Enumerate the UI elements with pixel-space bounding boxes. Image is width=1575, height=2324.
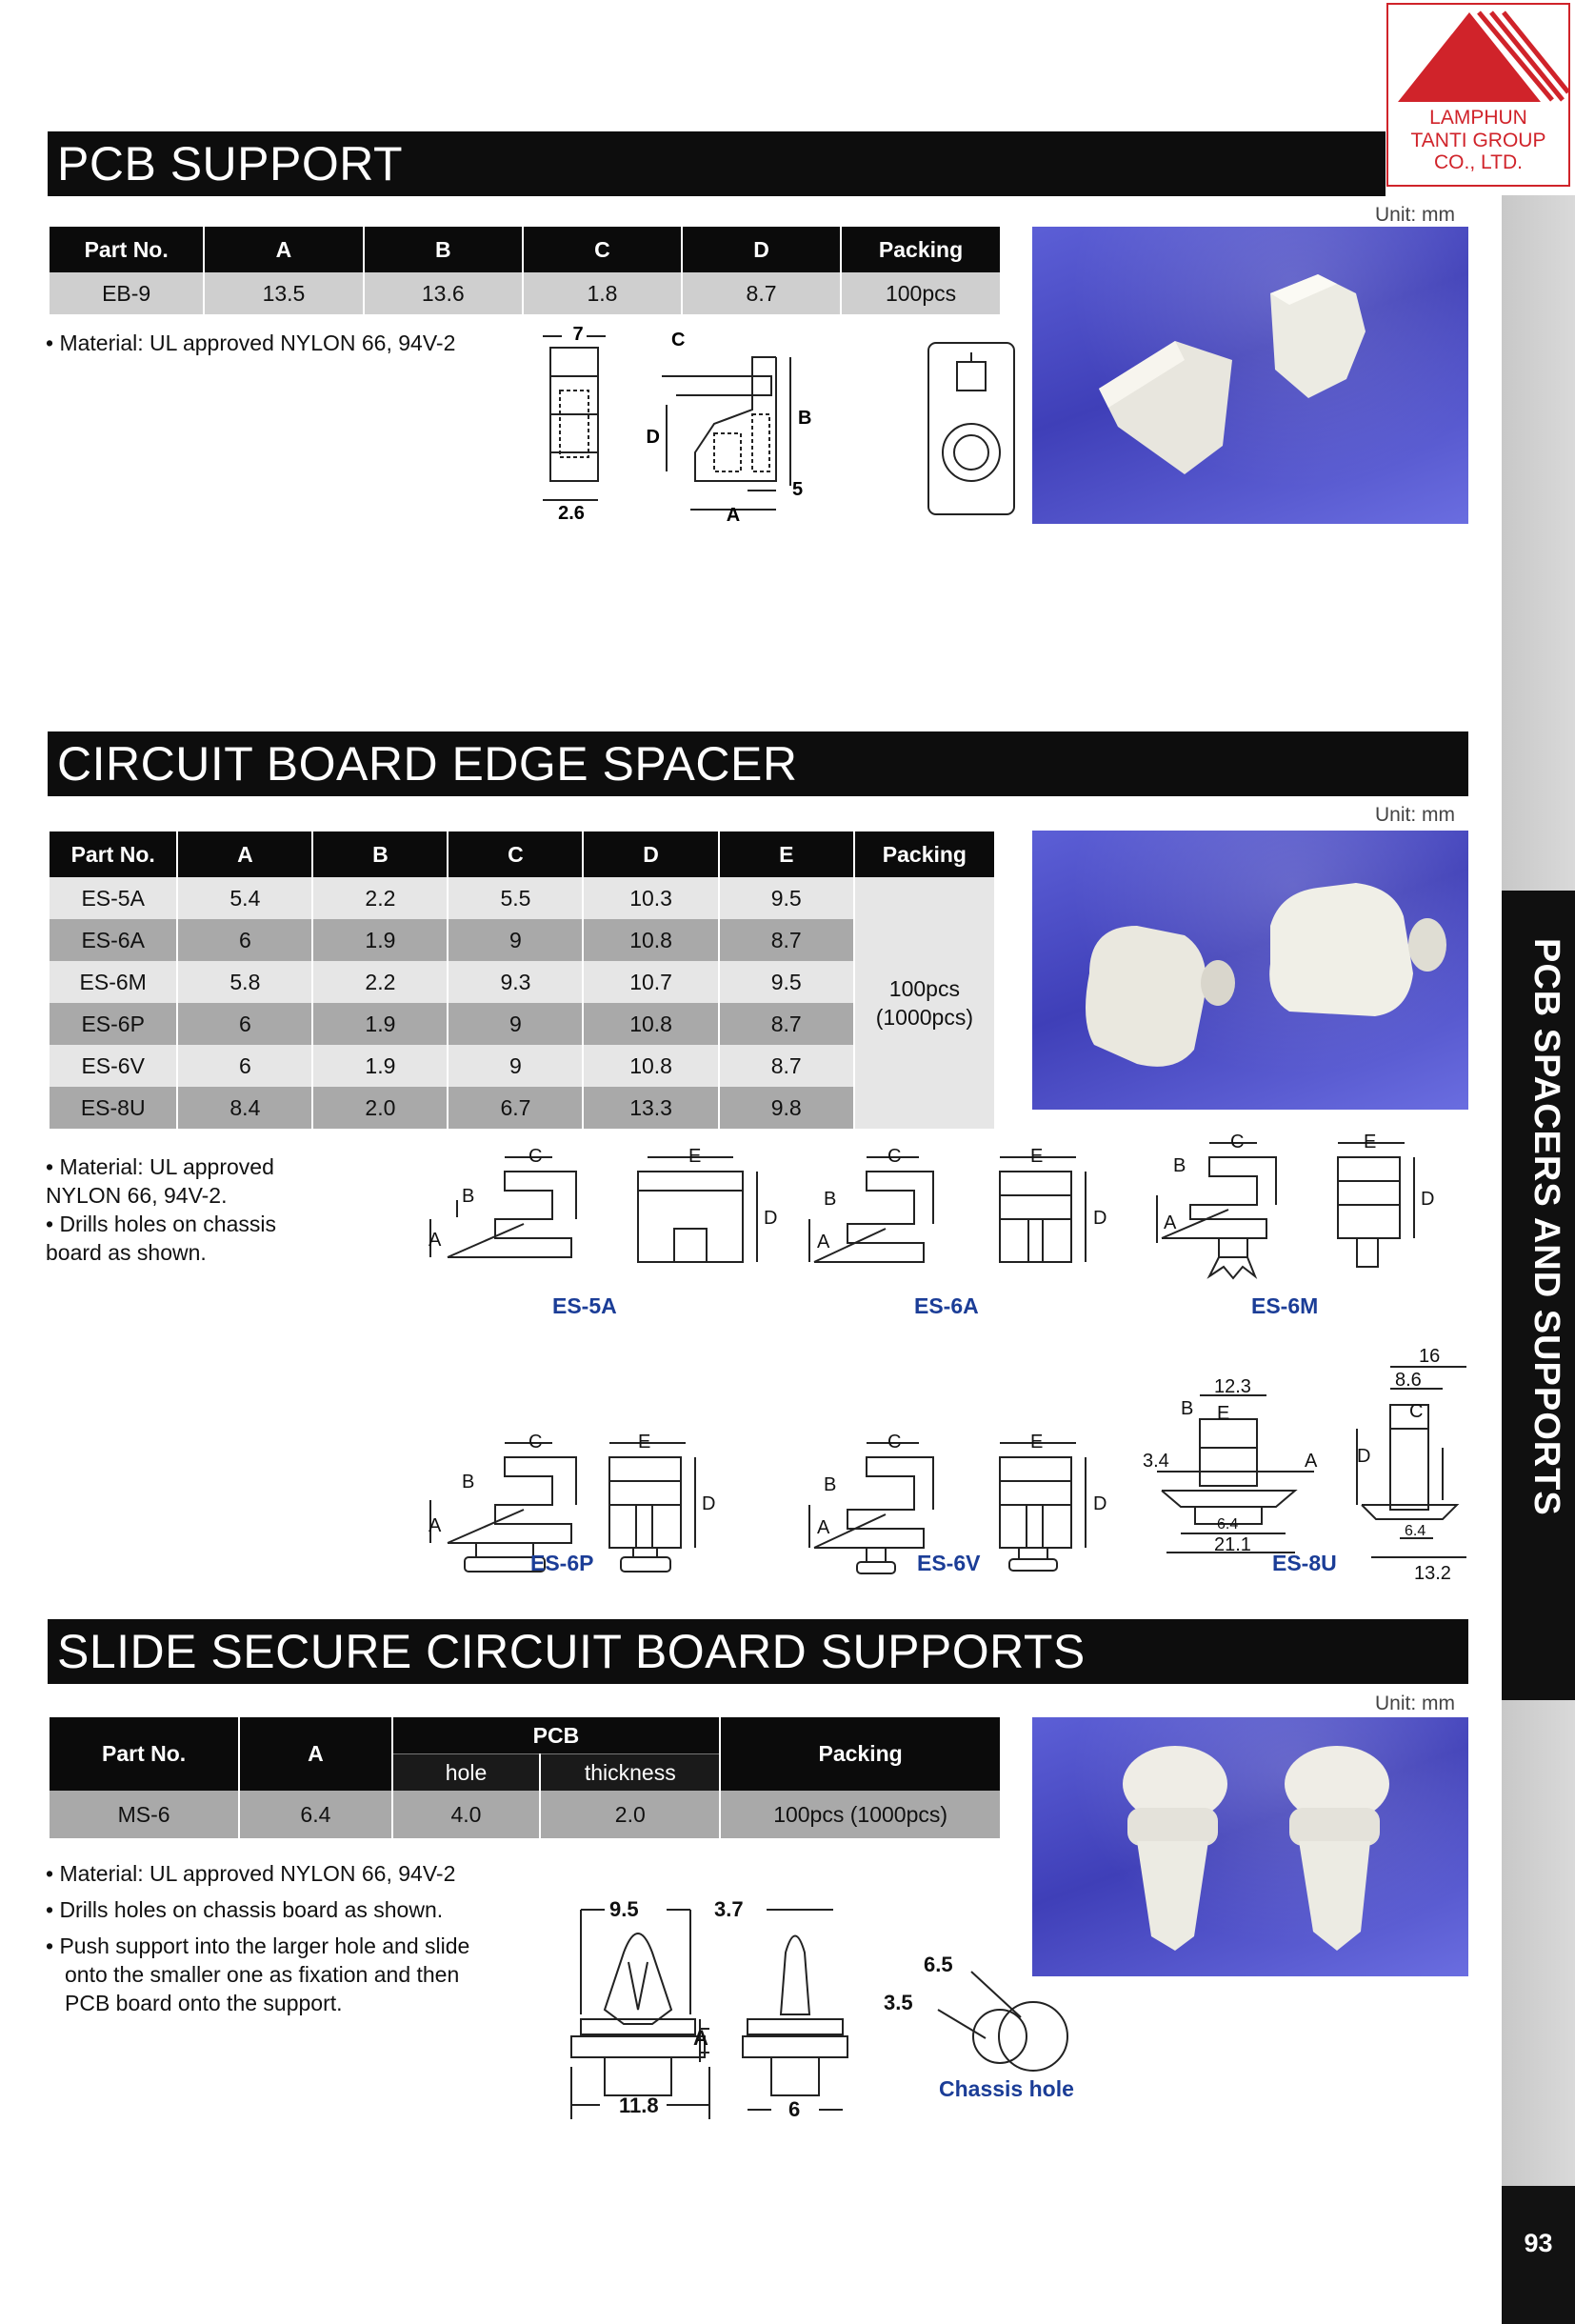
table-cell: ES-5A <box>50 877 177 919</box>
dim-label: A <box>817 1232 830 1252</box>
table-cell: 1.9 <box>312 919 448 961</box>
header-cell: A <box>177 831 312 877</box>
table-cell: ES-6P <box>50 1003 177 1045</box>
dim-label: 6.4 <box>1405 1523 1426 1539</box>
dim-label: E <box>638 1432 651 1452</box>
dim-label: E <box>1030 1146 1044 1167</box>
dim-label: C <box>528 1146 543 1167</box>
table-row <box>50 1045 994 1087</box>
packing-cell <box>854 877 994 1129</box>
table-cell: ES-6M <box>50 961 177 1003</box>
unit-label: Unit: mm <box>1375 804 1455 826</box>
dim-label: A <box>726 505 741 524</box>
table-row <box>50 272 1000 314</box>
table-cell: 8.7 <box>682 272 841 314</box>
section-header-slide-support <box>48 1619 1468 1684</box>
dim-label: 6.4 <box>1217 1516 1239 1533</box>
logo-triangle-icon <box>1388 5 1568 105</box>
dim-label: C <box>528 1432 543 1452</box>
header-cell: A <box>239 1717 391 1791</box>
dim-label: 12.3 <box>1214 1376 1251 1397</box>
dim-label: A <box>429 1230 442 1251</box>
table-cell: 4.0 <box>392 1791 541 1838</box>
header-cell: PCB <box>392 1717 721 1754</box>
drawing-caption: ES-6V <box>917 1551 981 1575</box>
table-cell: 5.4 <box>177 877 312 919</box>
note-line: board as shown. <box>46 1240 207 1265</box>
section-header-edge-spacer <box>48 731 1468 796</box>
dim-label: A <box>1164 1212 1177 1233</box>
pcb-support-drawing <box>533 319 1019 524</box>
dim-label: E <box>1217 1403 1230 1424</box>
note-line: • Drills holes on chassis board as shown. <box>46 1897 444 1922</box>
table-header-row <box>50 1717 1000 1754</box>
table-cell: 10.3 <box>583 877 718 919</box>
section-title: CIRCUIT BOARD EDGE SPACER <box>57 737 798 791</box>
drawing-caption: ES-6A <box>914 1293 979 1318</box>
table-cell: 9.8 <box>719 1087 854 1129</box>
table-cell: 13.3 <box>583 1087 718 1129</box>
table-row <box>50 919 994 961</box>
note-line: • Material: UL approved <box>46 1154 274 1179</box>
table-cell: 1.8 <box>523 272 682 314</box>
dim-label: 3.7 <box>714 1897 744 1921</box>
table-cell: 1.9 <box>312 1003 448 1045</box>
table-cell: 5.5 <box>448 877 583 919</box>
table-cell: 2.2 <box>312 877 448 919</box>
note-line: PCB board onto the support. <box>65 1991 343 2015</box>
packing-line-2: (1000pcs) <box>875 1005 974 1030</box>
table-cell: 13.6 <box>364 272 523 314</box>
dim-label: D <box>764 1208 778 1229</box>
page-number: 93 <box>1524 2229 1553 2257</box>
logo-line-3: CO., LTD. <box>1434 151 1523 173</box>
dim-label: E <box>688 1146 702 1167</box>
slide-support-photo <box>1032 1717 1468 1976</box>
dim-label: B <box>798 408 812 429</box>
part-photo-icon <box>1032 227 1468 524</box>
dim-label: 3.4 <box>1143 1451 1169 1472</box>
note-line: • Material: UL approved NYLON 66, 94V-2 <box>46 1861 456 1886</box>
header-cell: Packing <box>841 227 1000 272</box>
table-cell: 9.5 <box>719 877 854 919</box>
table-cell: 9 <box>448 1003 583 1045</box>
dim-label: 6 <box>788 2097 801 2121</box>
dim-label: D <box>1421 1189 1435 1210</box>
table-cell: 6 <box>177 1045 312 1087</box>
table-cell: 9.5 <box>719 961 854 1003</box>
table-cell: 2.2 <box>312 961 448 1003</box>
table-row <box>50 1791 1000 1838</box>
table-cell: 10.7 <box>583 961 718 1003</box>
table-header-row <box>50 227 1000 272</box>
table-row <box>50 1003 994 1045</box>
table-cell: 10.8 <box>583 1045 718 1087</box>
slide-support-notes <box>46 1859 469 2017</box>
dim-label: B <box>462 1186 475 1207</box>
dim-label: D <box>1093 1493 1107 1514</box>
section-title: PCB SUPPORT <box>57 137 403 190</box>
table-cell: 6 <box>177 919 312 961</box>
dim-label: D <box>702 1493 716 1514</box>
dim-label: 9.5 <box>609 1897 639 1921</box>
dim-label: 7 <box>572 324 584 345</box>
dim-label: C <box>671 330 686 351</box>
table-cell: 2.0 <box>540 1791 720 1838</box>
dim-label: 21.1 <box>1214 1534 1251 1555</box>
dim-label: E <box>1364 1133 1377 1152</box>
header-cell: Packing <box>720 1717 1000 1791</box>
table-cell: 2.0 <box>312 1087 448 1129</box>
table-cell: 9.3 <box>448 961 583 1003</box>
part-photo-icon <box>1032 831 1468 1110</box>
drawing-caption: ES-6P <box>530 1551 594 1575</box>
logo-line-1: LAMPHUN <box>1429 107 1527 129</box>
dim-label: 13.2 <box>1414 1563 1451 1584</box>
header-cell: D <box>682 227 841 272</box>
note-line: • Push support into the larger hole and slide <box>46 1933 470 1958</box>
dim-label: A <box>817 1517 830 1538</box>
table-cell: 8.7 <box>719 1003 854 1045</box>
material-note: • Material: UL approved NYLON 66, 94V-2 <box>46 331 456 355</box>
header-cell: C <box>523 227 682 272</box>
section-title: SLIDE SECURE CIRCUIT BOARD SUPPORTS <box>57 1625 1086 1678</box>
header-cell: Part No. <box>50 831 177 877</box>
header-cell: C <box>448 831 583 877</box>
table-cell: 13.5 <box>204 272 363 314</box>
table-row <box>50 961 994 1003</box>
table-cell: 5.8 <box>177 961 312 1003</box>
table-cell: 6.4 <box>239 1791 391 1838</box>
table-cell: 9 <box>448 919 583 961</box>
edge-spacer-notes <box>46 1152 276 1267</box>
dim-label: A <box>429 1515 442 1536</box>
dim-label: C <box>1409 1401 1424 1422</box>
note-line: onto the smaller one as fixation and then <box>65 1962 460 1987</box>
dim-label: B <box>824 1189 837 1210</box>
table-cell: 6 <box>177 1003 312 1045</box>
header-cell: Packing <box>854 831 994 877</box>
header-cell: D <box>583 831 718 877</box>
header-cell: E <box>719 831 854 877</box>
sidebar-title: PCB SPACERS AND SUPPORTS <box>1526 938 1566 1516</box>
edge-spacer-table <box>50 831 994 1129</box>
table-cell: 100pcs <box>841 272 1000 314</box>
dim-label: B <box>1173 1155 1186 1176</box>
table-cell: 8.4 <box>177 1087 312 1129</box>
chassis-hole-caption: Chassis hole <box>939 2076 1074 2101</box>
dim-label: 16 <box>1419 1346 1441 1367</box>
table-cell: 10.8 <box>583 919 718 961</box>
edge-spacer-photo <box>1032 831 1468 1110</box>
table-header-row <box>50 831 994 877</box>
dim-label: 3.5 <box>884 1991 913 2014</box>
table-cell: EB-9 <box>50 272 204 314</box>
table-cell: 6.7 <box>448 1087 583 1129</box>
table-cell: 9 <box>448 1045 583 1087</box>
table-cell: 100pcs (1000pcs) <box>720 1791 1000 1838</box>
section-header-pcb-support <box>48 131 1386 196</box>
pcb-support-photo <box>1032 227 1468 524</box>
table-row <box>50 877 994 919</box>
dim-label: D <box>646 427 660 448</box>
edge-spacer-drawings <box>419 1133 1495 1595</box>
table-cell: 1.9 <box>312 1045 448 1087</box>
header-cell: A <box>204 227 363 272</box>
slide-support-table <box>50 1717 1000 1838</box>
dim-label: 11.8 <box>619 2094 659 2117</box>
dim-label: B <box>1181 1398 1194 1419</box>
header-cell: Part No. <box>50 227 204 272</box>
header-cell: Part No. <box>50 1717 239 1791</box>
unit-label: Unit: mm <box>1375 204 1455 226</box>
packing-line-1: 100pcs <box>888 976 960 1001</box>
dim-label: 2.6 <box>558 503 585 524</box>
dim-label: D <box>1357 1446 1371 1467</box>
header-cell: B <box>312 831 448 877</box>
logo-line-2: TANTI GROUP <box>1410 130 1546 151</box>
dim-label: 8.6 <box>1395 1370 1422 1391</box>
drawing-caption: ES-8U <box>1272 1551 1337 1575</box>
drawing-caption: ES-5A <box>552 1293 617 1318</box>
note-line: NYLON 66, 94V-2. <box>46 1183 228 1208</box>
table-cell: 8.7 <box>719 919 854 961</box>
company-logo <box>1386 3 1570 187</box>
pcb-support-table <box>50 227 1000 314</box>
table-cell: 10.8 <box>583 1003 718 1045</box>
table-cell: ES-6A <box>50 919 177 961</box>
dim-label: B <box>824 1474 837 1495</box>
unit-label: Unit: mm <box>1375 1693 1455 1714</box>
dim-label: E <box>1030 1432 1044 1452</box>
table-cell: ES-8U <box>50 1087 177 1129</box>
header-cell: hole <box>392 1754 541 1792</box>
dim-label: C <box>887 1146 902 1167</box>
dim-label: D <box>1093 1208 1107 1229</box>
dim-label: 6.5 <box>924 1953 953 1976</box>
dim-label: C <box>1230 1133 1245 1152</box>
part-photo-icon <box>1032 1717 1468 1976</box>
header-cell: thickness <box>540 1754 720 1792</box>
dim-label: C <box>887 1432 902 1452</box>
drawing-caption: ES-6M <box>1251 1293 1319 1318</box>
table-cell: MS-6 <box>50 1791 239 1838</box>
table-cell: 8.7 <box>719 1045 854 1087</box>
header-cell: B <box>364 227 523 272</box>
note-line: • Drills holes on chassis <box>46 1212 276 1236</box>
table-row <box>50 1087 994 1129</box>
dim-label: A <box>1305 1451 1318 1472</box>
dim-label: 5 <box>792 479 804 500</box>
table-cell: ES-6V <box>50 1045 177 1087</box>
dim-label: A <box>693 2026 708 2050</box>
dim-label: B <box>462 1472 475 1493</box>
